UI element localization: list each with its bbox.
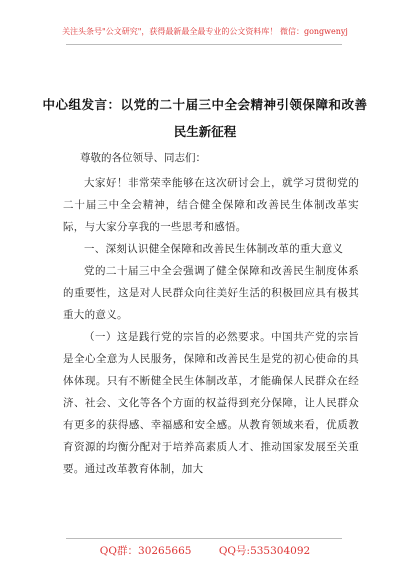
document-title-line1: 中心组发言：以党的二十届三中全会精神引领保障和改善	[42, 97, 368, 112]
section-heading-1: 一、深刻认识健全保障和改善民生体制改革的重大意义	[84, 243, 344, 255]
footer-divider	[66, 538, 342, 539]
document-title-line2: 民生新征程	[173, 124, 237, 139]
salutation: 尊敬的各位领导、同志们：	[80, 152, 206, 164]
header-promo-note: 关注头条号"公文研究"，获得最新最全最专业的公文资料库！ 微信：gongwenyj	[62, 27, 348, 36]
header-divider	[66, 44, 342, 45]
paragraph-intro: 大家好！非常荣幸能够在这次研讨会上，就学习贯彻党的二十届三中全会精神，结合健全保障和改善民生体制改革实际，与大家分享我的一些思考和感悟。	[63, 177, 359, 233]
footer-qq-number: QQ号:535304092	[218, 545, 311, 557]
paragraph-point-1: （一）这是践行党的宗旨的必然要求。中国共产党的宗旨是全心全意为人民服务，保障和改善民生是党的初心使命的具体体现。只有不断健全民生体制改革，才能确保人民群众在经济、社会、文化等各个方面的权益得到充分保障，让人民群众有更多的获得感、幸福感和安全感。从教育领域来看，优质教育资源的均衡分配对于培养高素质人才、推动国家发展至关重要。通过改革教育体制，加大	[63, 331, 359, 475]
body-text	[63, 172, 359, 480]
footer-qq-group: QQ群：30265665	[99, 545, 192, 557]
footer-contact	[60, 543, 350, 558]
paragraph-significance: 党的二十届三中全会强调了健全保障和改善民生制度体系的重要性，这是对人民群众向往美好生活的积极回应具有极其重大的意义。	[63, 265, 359, 321]
